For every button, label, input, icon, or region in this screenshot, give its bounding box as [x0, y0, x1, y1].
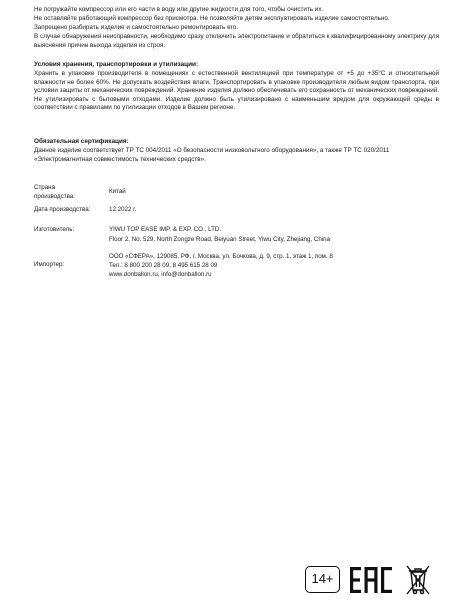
safety-line-3: Запрещено разбирать изделие и самостоятельно ремонтировать его.: [34, 24, 238, 31]
storage-heading: Условия хранения, транспортировки и утилизации:: [34, 61, 199, 68]
safety-line-1: Не погружайте компрессор или его части в воду или другие жидкости для того, чтобы очистить их.: [34, 6, 324, 13]
eac-mark-icon: [349, 565, 393, 595]
importer-label: Импортер:: [34, 261, 65, 268]
date-value: 12.2022 г.: [109, 206, 137, 213]
safety-line-2: Не оставляйте работающий компрессор без присмотра. Не позволяйте детям эксплуатировать изделие самостоятельно.: [34, 15, 390, 22]
age-rating-badge: 14+: [305, 566, 340, 593]
manufacturer-label: Изготовитель:: [34, 226, 75, 233]
importer-line-1: ООО «СФЕРА», 129085, РФ, г. Москва, ул. Бочкова, д. 9, стр. 1, этаж 1, пом. 8: [109, 253, 333, 260]
importer-line-2: Тел.: 8 800 200 28 09, 8 495 615 28 09: [109, 262, 218, 269]
certification-text: Данное изделие соответствует ТР ТС 004/2011 «О безопасности низковольтного оборудования», а также ТР ТС 020/2011 «Электромагнитная совместимость технических средств».: [34, 147, 390, 163]
country-label: Страна производства:: [34, 184, 75, 200]
safety-line-4: В случае обнаружения неисправности, необходимо сразу отключить электропитание и обратиться к квалифицированному электрику для выяснения причин выхода изделия из строя.: [34, 33, 439, 49]
importer-line-3: www.donballon.ru, info@donballon.ru: [109, 271, 212, 278]
date-label: Дата производства:: [34, 206, 91, 213]
certification-marks: [305, 562, 440, 598]
storage-text: Хранить в упаковке производителя в помещениях с естественной вентиляцией при температуре от +5 до +35°С и относительной влажности не более 60%. Не допускать воздействия влаги. Транспортировать в упаковке производителя любым видом транспорта, при условии защиты от механических повреждений. Хранение изделия должно обеспечивать его сохранность от механических повреждений. Не утилизировать с бытовыми отходами. Изделие должно быть утилизировано с наименьшим вредом для окружающей среды в соответствии с правилами по утилизации отходов в Вашем регионе.: [34, 70, 439, 112]
crossed-out-bin-icon: [403, 563, 433, 597]
manufacturer-address: Floor 2, No. 529, North Zongze Road, Beiyuan Street, Yiwu City, Zhejiang, China: [109, 236, 331, 243]
country-value: Китай: [109, 188, 126, 195]
manufacturer-name: YIWU TOP EASE IMP. & EXP. CO., LTD.: [109, 226, 222, 233]
certification-heading: Обязательная сертификация:: [34, 138, 129, 145]
